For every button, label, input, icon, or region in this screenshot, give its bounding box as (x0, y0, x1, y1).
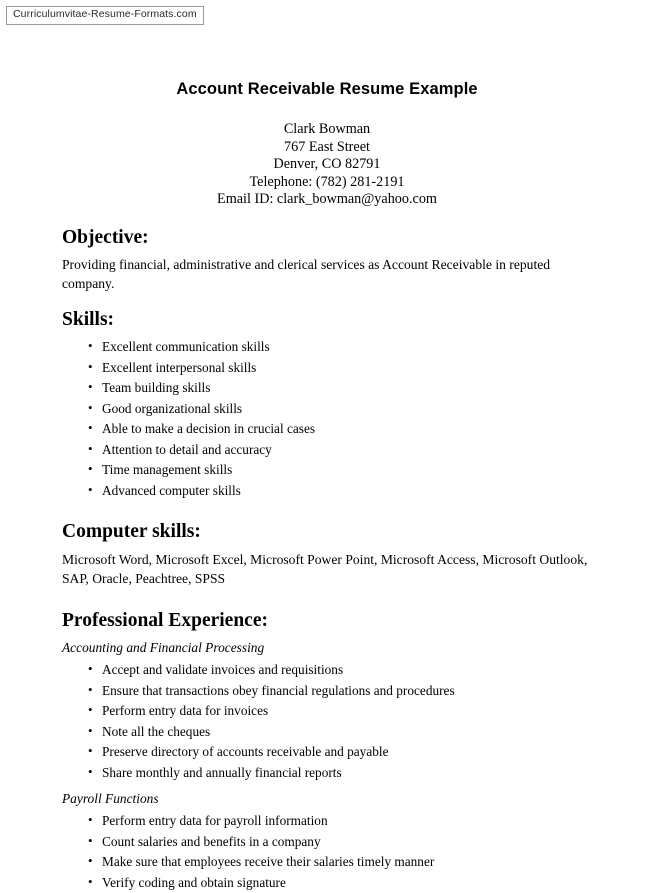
list-item: • Team building skills (88, 378, 592, 399)
section-heading-professional-experience: Professional Experience: (62, 609, 268, 631)
contact-city-state-zip: Denver, CO 82791 (273, 156, 381, 172)
contact-street: 767 East Street (284, 138, 370, 155)
objective-text: Providing financial, administrative and clerical services as Account Receivable in reputed company. (62, 256, 551, 291)
subsection-heading-accounting: Accounting and Financial Processing (62, 640, 265, 656)
list-item: • Note all the cheques (88, 722, 592, 743)
section-heading-computer-skills: Computer skills: (62, 521, 201, 543)
list-item: • Able to make a decision in crucial cases (88, 419, 592, 440)
section-heading-skills: Skills: (62, 308, 115, 330)
resume-page (0, 40, 662, 890)
skills-list (62, 337, 592, 501)
computer-skills-text: Microsoft Word, Microsoft Excel, Microsoft Power Point, Microsoft Access, Microsoft Outlook, SAP, Oracle, Peachtree, SPSS (62, 551, 588, 586)
list-item: • Good organizational skills (88, 399, 592, 420)
contact-telephone: Telephone: (782) 281-2191 (249, 173, 405, 190)
site-watermark-bar (6, 6, 204, 25)
subsection-heading-payroll: Payroll Functions (62, 791, 159, 807)
list-item: • Count salaries and benefits in a company (88, 832, 592, 853)
payroll-duties-list (62, 811, 592, 893)
list-item: • Excellent interpersonal skills (88, 358, 592, 379)
list-item: • Attention to detail and accuracy (88, 440, 592, 461)
contact-email: Email ID: clark_bowman@yahoo.com (217, 191, 437, 207)
list-item: • Perform entry data for invoices (88, 701, 592, 722)
list-item: • Time management skills (88, 460, 592, 481)
section-heading-objective: Objective: (62, 226, 149, 248)
list-item: • Share monthly and annually financial reports (88, 763, 592, 784)
contact-block (62, 121, 592, 209)
accounting-duties-list (62, 660, 592, 783)
list-item: • Preserve directory of accounts receivable and payable (88, 742, 592, 763)
list-item: • Advanced computer skills (88, 481, 592, 502)
list-item: • Verify coding and obtain signature (88, 873, 592, 893)
site-watermark-text: Curriculumvitae-Resume-Formats.com (13, 8, 197, 20)
list-item: • Perform entry data for payroll information (88, 811, 592, 832)
list-item: • Make sure that employees receive their salaries timely manner (88, 852, 592, 873)
list-item: • Accept and validate invoices and requisitions (88, 660, 592, 681)
list-item: • Ensure that transactions obey financial regulations and procedures (88, 681, 592, 702)
page-title: Account Receivable Resume Example (176, 80, 478, 98)
contact-name: Clark Bowman (283, 121, 371, 137)
list-item: • Excellent communication skills (88, 337, 592, 358)
